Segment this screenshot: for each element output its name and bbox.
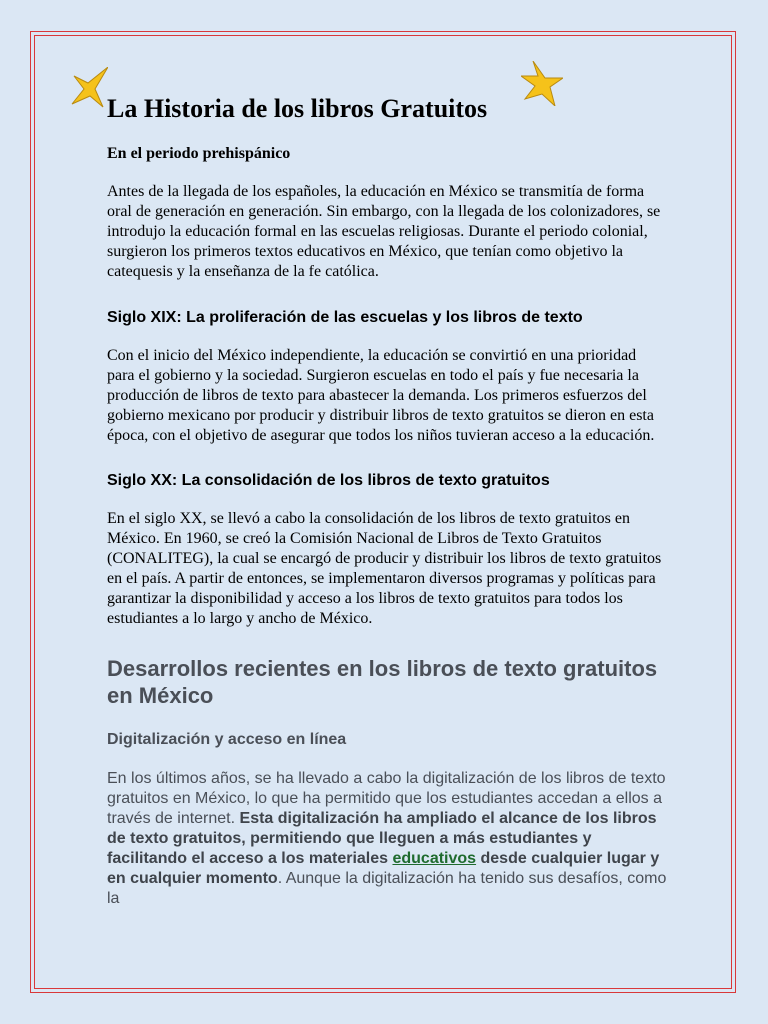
recent-developments-heading: Desarrollos recientes en los libros de texto gratuitos en México	[107, 656, 658, 708]
section-body-prehispanic: Antes de la llegada de los españoles, la educación en México se transmitía de forma oral de generación en generación. Sin embargo, con la llegada de los colonizadores, se introdujo la educación formal en las escuelas religiosas. Durante el periodo colonial, surgieron los primeros textos educativos en México, que tenían como objetivo la catequesis y la enseñanza de la fe católica.	[107, 183, 661, 280]
section-heading-siglo-xix: Siglo XIX: La proliferación de las escuelas y los libros de texto	[107, 309, 583, 326]
document-title: La Historia de los libros Gratuitos	[107, 94, 488, 123]
digitalization-text-start: En los últimos años, se ha llevado a cabo la digitalización de los libros de texto gratuitos en México, lo que ha permitido que los estudiantes accedan a ellos a través de internet.	[107, 770, 666, 827]
digitalization-paragraph	[107, 769, 667, 909]
educativos-link[interactable]: educativos	[392, 850, 477, 867]
section-body-siglo-xix: Con el inicio del México independiente, la educación se convirtió en una prioridad para el gobierno y la sociedad. Surgieron escuelas en todo el país y fue necesaria la producción de libros de texto para abastecer la demanda. Los primeros esfuerzos del gobierno mexicano por producir y distribuir libros de texto gratuitos se dieron en esta época, con el objetivo de asegurar que todos los niños tuvieran acceso a la educación.	[107, 347, 655, 444]
digitalization-bold-start: Esta digitalización ha ampliado el alcance de los libros de texto gratuitos, permitiendo que lleguen a más estudiantes y facilitando el acceso a los materiales	[107, 810, 657, 867]
star-left-icon	[70, 67, 108, 109]
digitalization-subheading: Digitalización y acceso en línea	[107, 731, 347, 748]
digitalization-text-end: . Aunque la digitalización ha tenido sus desafíos, como la	[107, 870, 667, 907]
section-heading-prehispanic: En el periodo prehispánico	[107, 145, 291, 162]
section-body-siglo-xx: En el siglo XX, se llevó a cabo la consolidación de los libros de texto gratuitos en México. En 1960, se creó la Comisión Nacional de Libros de Texto Gratuitos (CONALITEG), la cual se encargó de producir y distribuir los libros de texto gratuitos en el país. A partir de entonces, se implementaron diversos programas y políticas para garantizar la disponibilidad y acceso a los libros de texto gratuitos para todos los estudiantes a lo largo y ancho de México.	[107, 510, 662, 627]
digitalization-bold-end: desde cualquier lugar y en cualquier momento	[107, 850, 660, 887]
section-heading-siglo-xx: Siglo XX: La consolidación de los libros de texto gratuitos	[107, 472, 550, 489]
document-body	[107, 92, 667, 909]
